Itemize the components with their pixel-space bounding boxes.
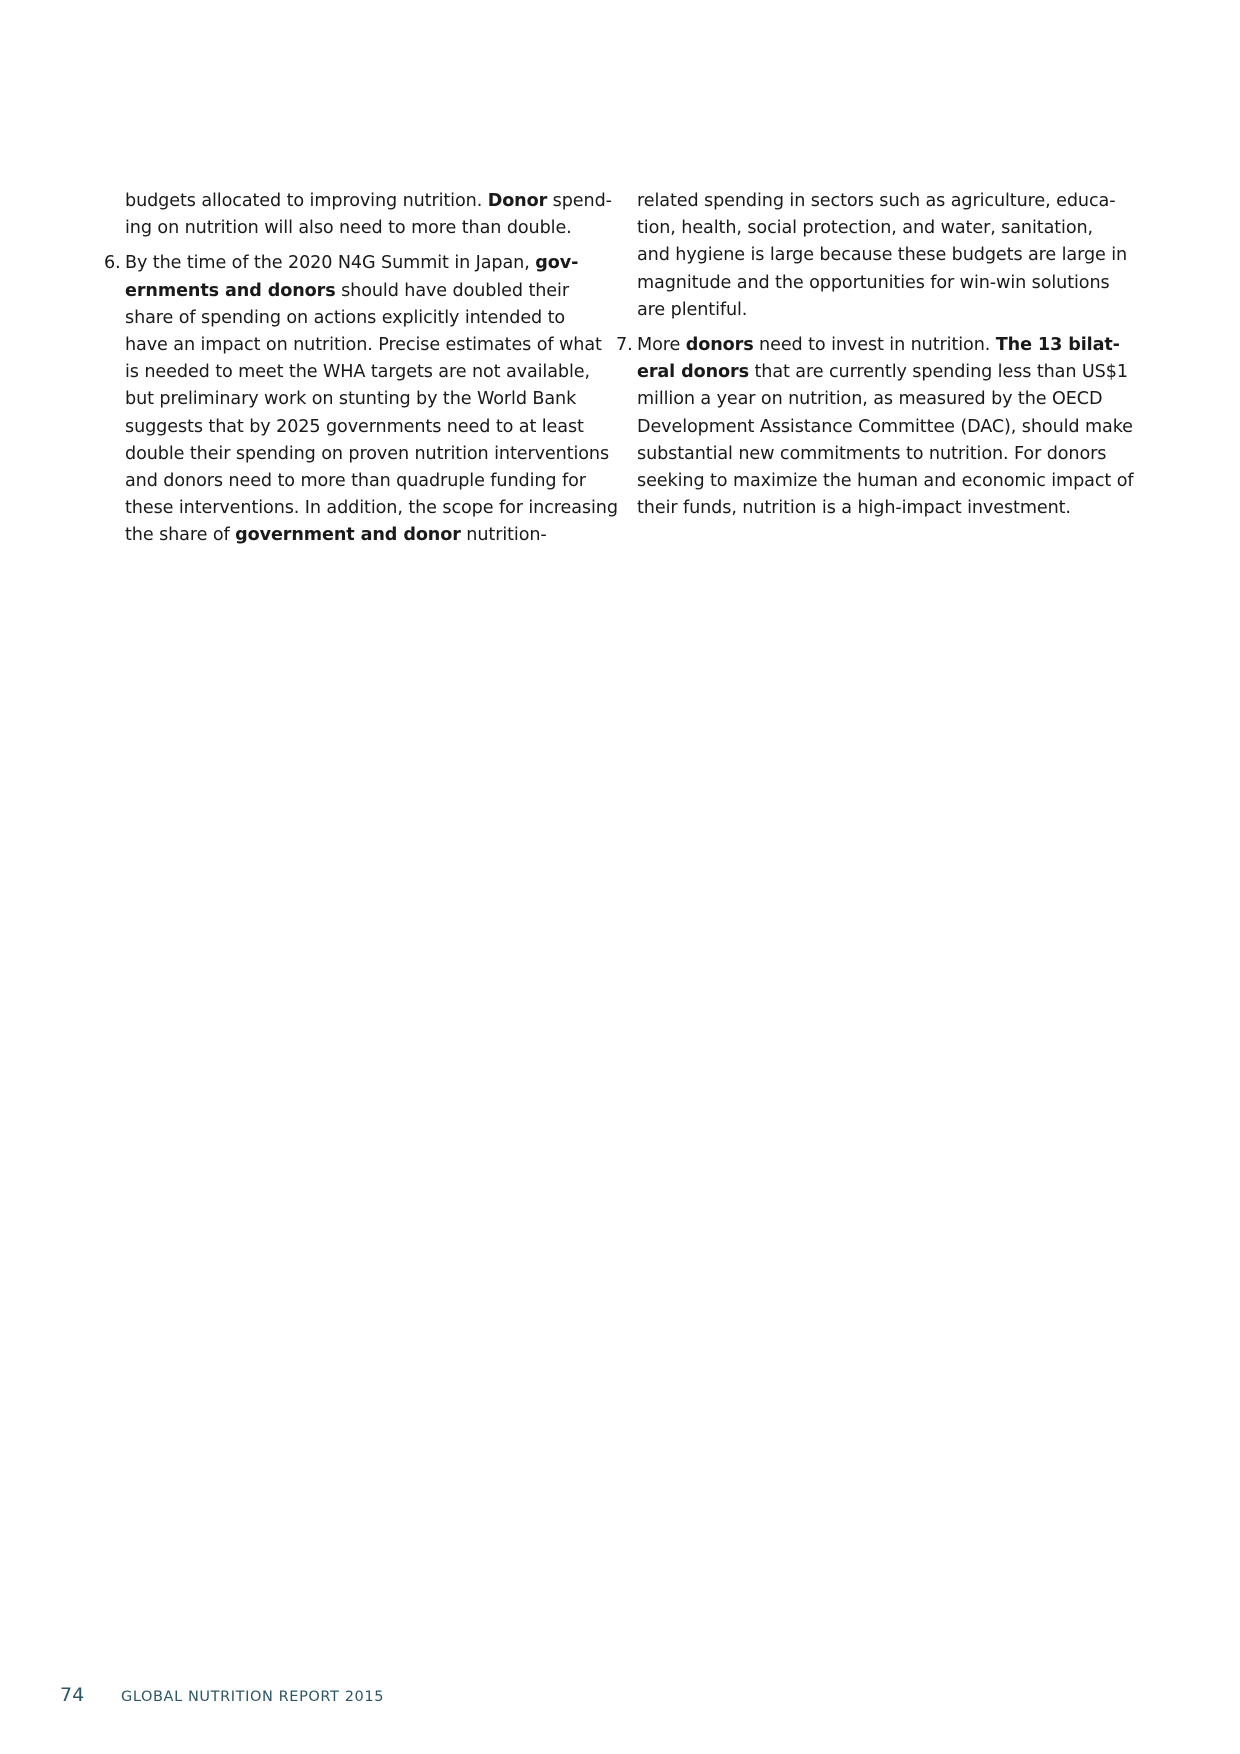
text-line: have an impact on nutrition. Precise estimates of what bbox=[125, 335, 602, 356]
text-line: budgets allocated to improving nutrition. Donor spend- bbox=[125, 191, 612, 211]
text-line: and donors need to more than quadruple funding for bbox=[125, 471, 586, 492]
bold-term: government and donor bbox=[235, 525, 461, 546]
text-line: 7. More donors need to invest in nutrition. The 13 bilat- bbox=[616, 332, 1096, 359]
continuation-paragraph bbox=[616, 188, 1128, 324]
right-column bbox=[616, 188, 1134, 522]
text-line: but preliminary work on stunting by the World Bank bbox=[125, 389, 577, 410]
bold-term: donors bbox=[685, 335, 754, 356]
list-number: 7. bbox=[616, 335, 633, 356]
text-line: seeking to maximize the human and economic impact of bbox=[637, 471, 1134, 492]
text-line: their funds, nutrition is a high-impact investment. bbox=[637, 498, 1071, 519]
text-line: are plentiful. bbox=[637, 299, 748, 320]
text-line: eral donors that are currently spending less than US$1 bbox=[637, 362, 1128, 383]
bold-term: Donor bbox=[487, 191, 548, 211]
text-line: and hygiene is large because these budgets are large in bbox=[637, 245, 1128, 266]
text-line: double their spending on proven nutrition interventions bbox=[125, 443, 610, 464]
text-line: ing on nutrition will also need to more than double. bbox=[125, 218, 572, 239]
left-column bbox=[104, 188, 618, 550]
text-line: the share of government and donor nutrition- bbox=[125, 525, 547, 546]
bold-term: ernments and donors bbox=[125, 280, 336, 301]
text-line: is needed to meet the WHA targets are not available, bbox=[125, 362, 590, 383]
text-line: suggests that by 2025 governments need to at least bbox=[125, 416, 584, 437]
text-line: 6. By the time of the 2020 N4G Summit in Japan, gov- bbox=[104, 250, 584, 277]
page-number: 74 bbox=[60, 1684, 85, 1706]
text-line: Development Assistance Committee (DAC), should make bbox=[637, 416, 1133, 437]
text-line: tion, health, social protection, and water, sanitation, bbox=[637, 218, 1094, 239]
bold-term: The 13 bilat- bbox=[995, 335, 1120, 356]
list-number: 6. bbox=[104, 253, 121, 274]
text-line: share of spending on actions explicitly intended to bbox=[125, 307, 566, 328]
text-line: substantial new commitments to nutrition. For donors bbox=[637, 443, 1107, 464]
text-line: magnitude and the opportunities for win-win solutions bbox=[637, 272, 1110, 293]
running-title: GLOBAL NUTRITION REPORT 2015 bbox=[121, 1689, 385, 1705]
continuation-paragraph bbox=[104, 188, 612, 242]
bold-term: gov- bbox=[535, 253, 579, 274]
text-line: million a year on nutrition, as measured by the OECD bbox=[637, 389, 1103, 410]
list-item-6 bbox=[104, 250, 618, 549]
bold-term: eral donors bbox=[637, 362, 749, 383]
text-line: these interventions. In addition, the scope for increasing bbox=[125, 498, 618, 519]
list-item-7 bbox=[616, 332, 1134, 522]
text-line: ernments and donors should have doubled their bbox=[125, 280, 569, 301]
page-footer bbox=[60, 1684, 384, 1706]
text-line: related spending in sectors such as agriculture, educa- bbox=[637, 191, 1116, 211]
